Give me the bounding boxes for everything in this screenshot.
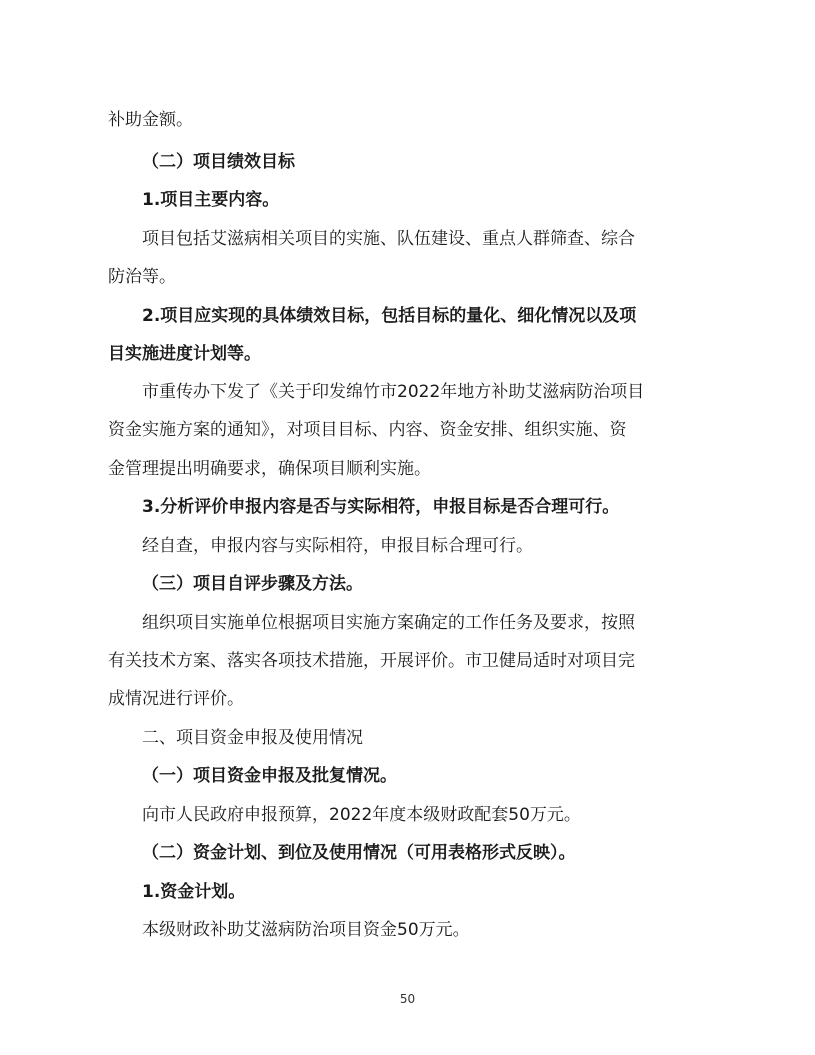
text-line: 防治等。 [108, 267, 176, 287]
subsection-heading: 2.项目应实现的具体绩效目标，包括目标的量化、细化情况以及项 [142, 306, 637, 326]
text-line: 资金实施方案的通知》，对项目目标、内容、资金安排、组织实施、资 [108, 420, 627, 440]
section-heading: （二）资金计划、到位及使用情况（可用表格形式反映）。 [142, 843, 576, 863]
text-line: 有关技术方案、落实各项技术措施，开展评价。市卫健局适时对项目完 [108, 651, 635, 671]
text-line: 经自查，申报内容与实际相符，申报目标合理可行。 [142, 536, 533, 556]
text-line: 组织项目实施单位根据项目实施方案确定的工作任务及要求，按照 [142, 613, 635, 633]
subsection-heading: 1.项目主要内容。 [142, 190, 280, 210]
subsection-heading: 1.资金计划。 [142, 882, 246, 902]
subsection-heading: 目实施进度计划等。 [108, 344, 261, 364]
text-line: 项目包括艾滋病相关项目的实施、队伍建设、重点人群筛查、综合 [142, 229, 635, 249]
text-line: 市重传办下发了《关于印发绵竹市2022年地方补助艾滋病防治项目 [142, 382, 645, 402]
text-line: 金管理提出明确要求，确保项目顺利实施。 [108, 459, 431, 479]
subsection-heading: 3.分析评价申报内容是否与实际相符，申报目标是否合理可行。 [142, 497, 620, 517]
text-line: 成情况进行评价。 [108, 689, 244, 709]
section-heading: （二）项目绩效目标 [142, 152, 295, 172]
page-number: 50 [399, 992, 416, 1006]
text-line: 向市人民政府申报预算，2022年度本级财政配套50万元。 [142, 805, 581, 825]
text-line: 本级财政补助艾滋病防治项目资金50万元。 [142, 920, 470, 940]
text-line: 补助金额。 [108, 110, 193, 130]
chapter-heading: 二、项目资金申报及使用情况 [142, 728, 363, 748]
section-heading: （一）项目资金申报及批复情况。 [142, 766, 397, 786]
section-heading: （三）项目自评步骤及方法。 [142, 574, 363, 594]
